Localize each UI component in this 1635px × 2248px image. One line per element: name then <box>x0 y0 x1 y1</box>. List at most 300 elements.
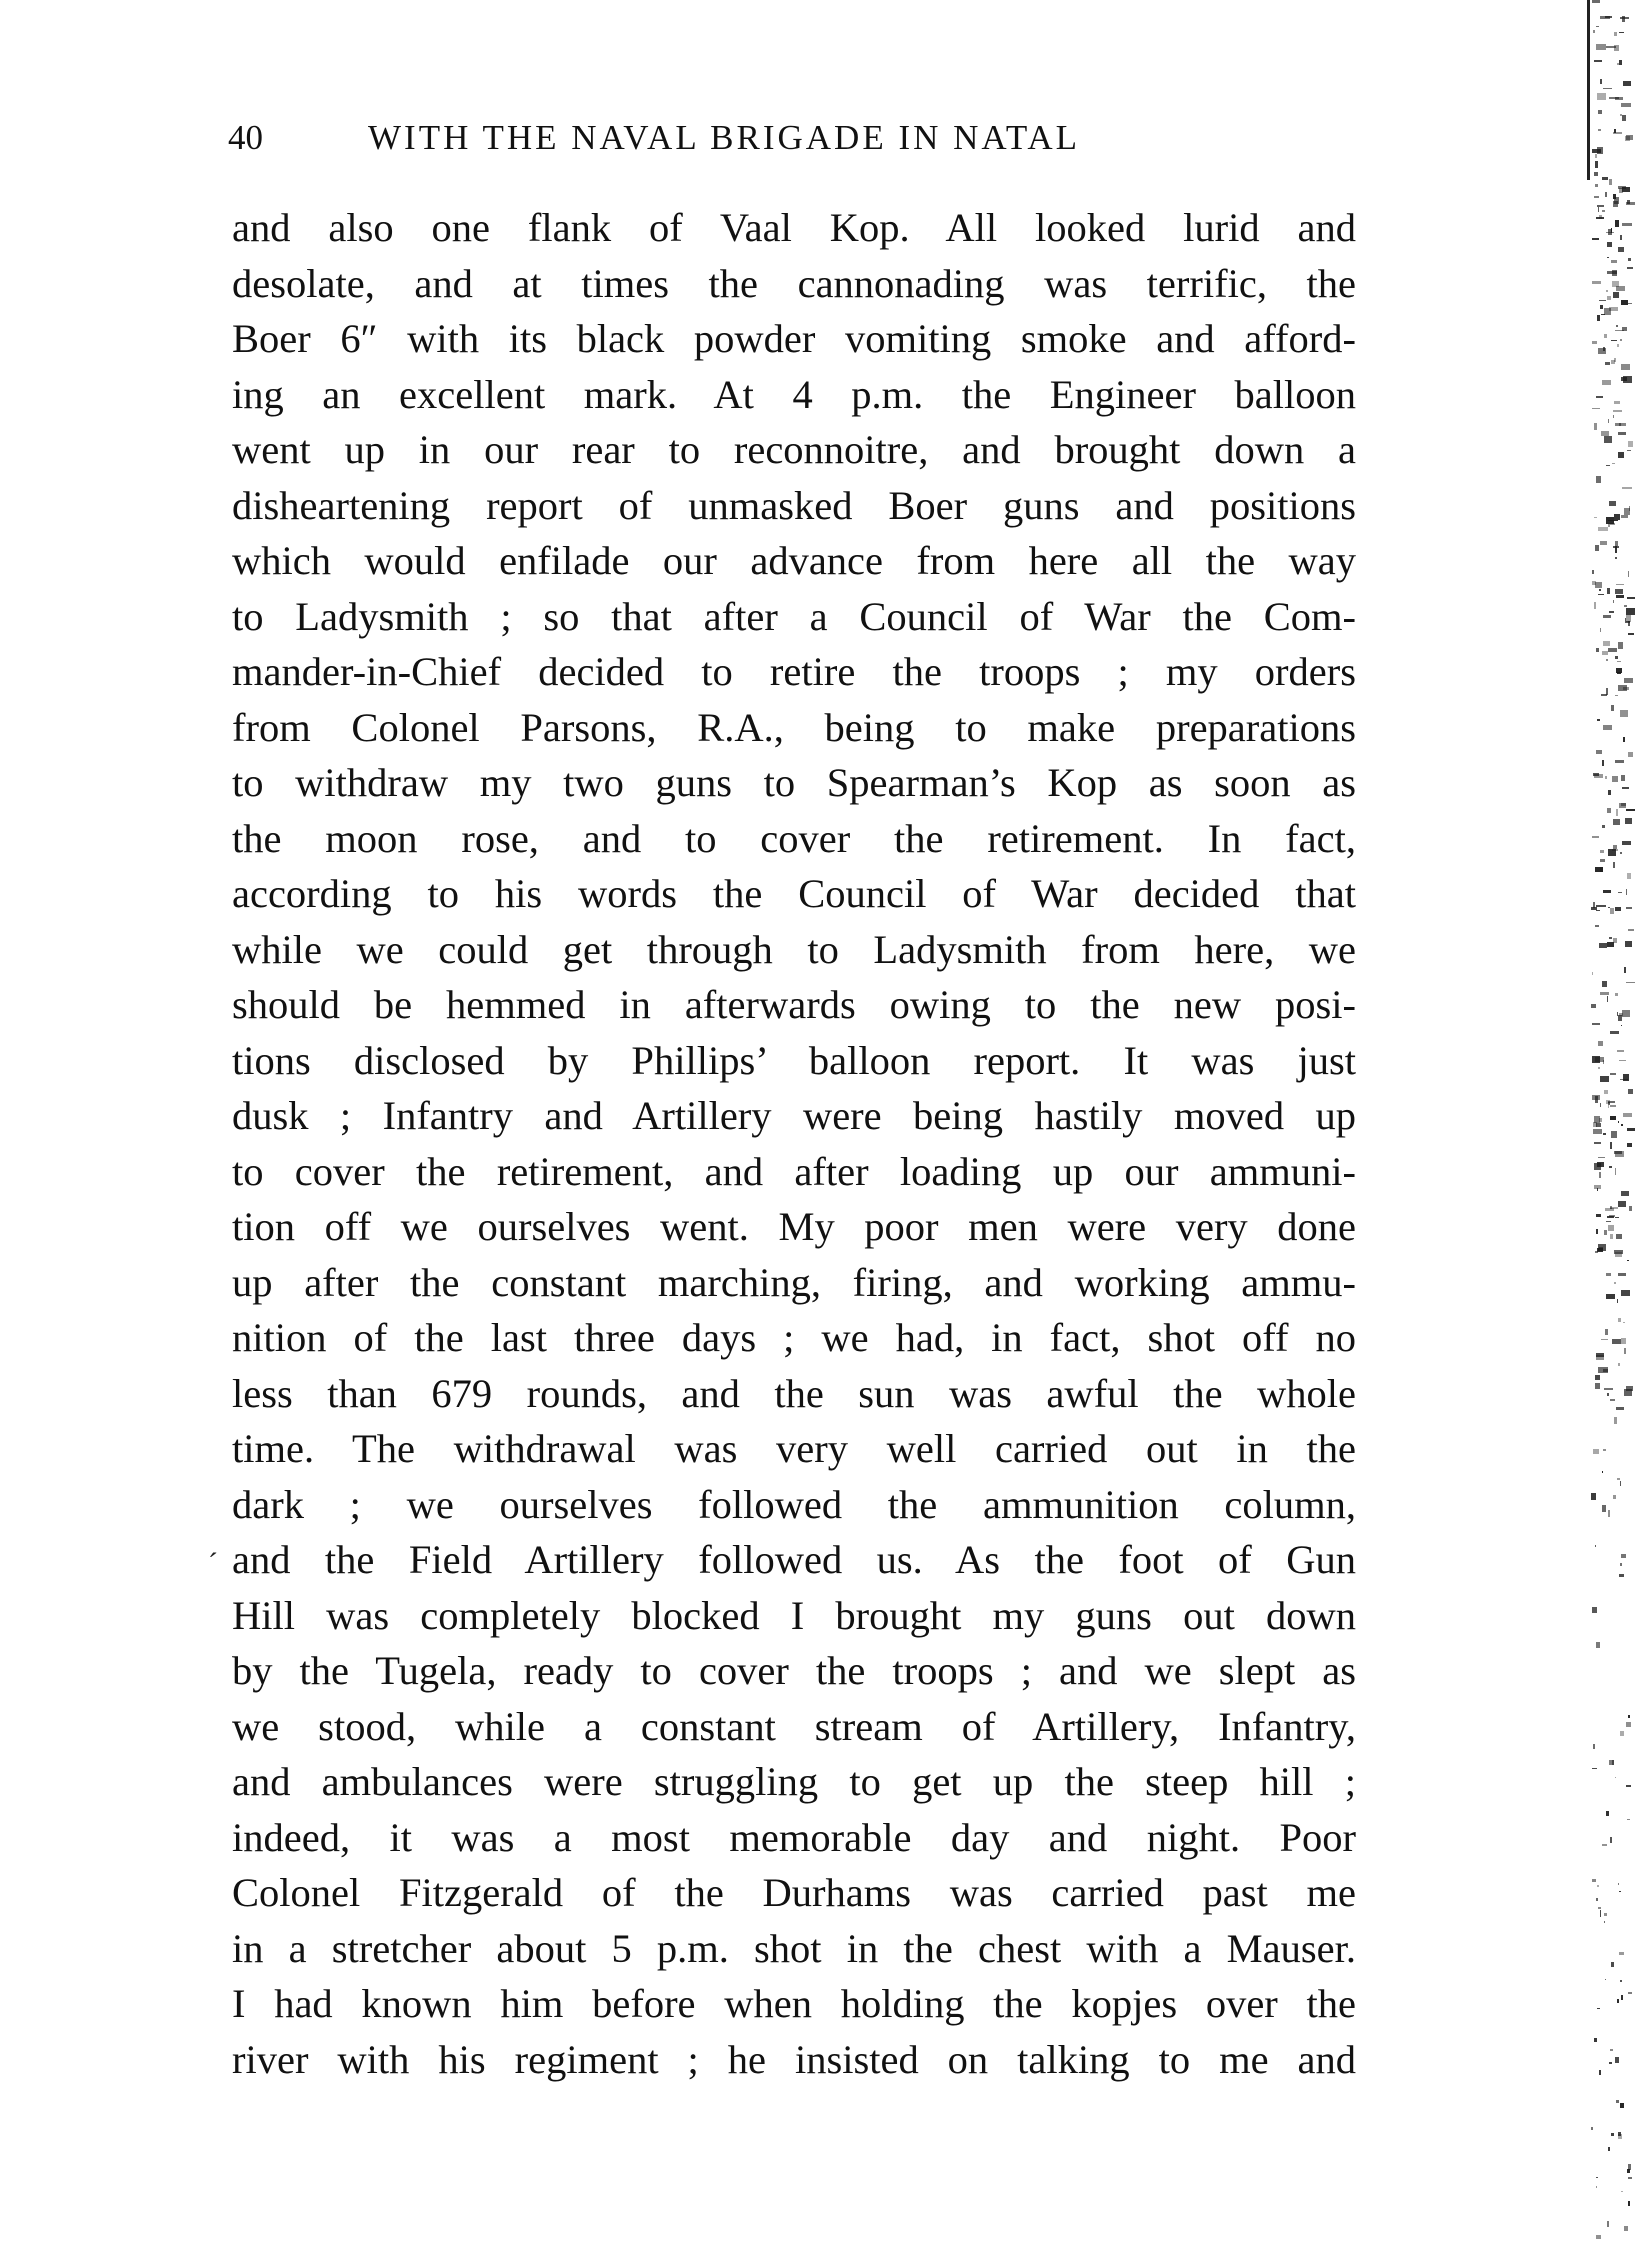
scan-speckle <box>1603 890 1611 892</box>
scan-speckle <box>1615 1217 1619 1218</box>
scan-speckle <box>1596 2235 1600 2239</box>
scan-speckle <box>1615 656 1617 659</box>
scan-speckle <box>1593 30 1595 33</box>
scan-speckle <box>1616 595 1624 598</box>
scan-speckle <box>1609 1166 1611 1167</box>
text-line: dusk ; Infantry and Artillery were being hastily moved up <box>232 1093 1356 1138</box>
scan-speckle <box>1621 1191 1629 1196</box>
scan-speckle <box>1617 672 1621 675</box>
text-line: the moon rose, and to cover the retirement. In fact, <box>232 815 1356 861</box>
scan-speckle <box>1611 1962 1614 1967</box>
scan-speckle <box>1619 32 1624 34</box>
scan-speckle <box>1612 776 1618 782</box>
scan-speckle <box>1628 633 1634 635</box>
scan-speckle <box>1621 103 1631 107</box>
scan-speckle <box>1613 415 1614 418</box>
scan-speckle <box>1618 452 1624 458</box>
scan-speckle <box>1598 1907 1600 1909</box>
scan-speckle <box>1628 571 1630 577</box>
scan-speckle <box>1606 659 1608 661</box>
scan-speckle <box>1607 257 1608 258</box>
scan-speckle <box>1604 436 1611 442</box>
scan-speckle <box>1627 267 1633 269</box>
scan-speckle <box>1614 1250 1623 1254</box>
text-line: in a stretcher about 5 p.m. shot in the chest with a Mauser. <box>232 1925 1356 1971</box>
scan-speckle <box>1610 1031 1619 1034</box>
scan-speckle <box>1599 215 1601 219</box>
scan-speckle <box>1616 809 1618 815</box>
scan-speckle <box>1618 1121 1619 1123</box>
scan-speckle <box>1603 1369 1608 1372</box>
scan-speckle <box>1624 967 1626 974</box>
scan-speckle <box>1608 1225 1615 1231</box>
scan-speckle <box>1594 517 1597 518</box>
scan-speckle <box>1621 1124 1623 1126</box>
scan-speckle <box>1607 242 1611 247</box>
scan-speckle <box>1609 611 1614 613</box>
scan-speckle <box>1626 615 1631 622</box>
scan-speckle <box>1600 305 1602 310</box>
scan-speckle <box>1623 1113 1633 1117</box>
scan-speckle <box>1607 296 1612 301</box>
scan-speckle <box>1616 1407 1624 1410</box>
text-line: less than 679 rounds, and the sun was awful the whole <box>232 1370 1356 1416</box>
scan-speckle <box>1610 1837 1612 1843</box>
scan-speckle <box>1600 992 1609 995</box>
scan-speckle <box>1595 1383 1600 1389</box>
scan-speckle <box>1593 902 1595 909</box>
scan-speckle <box>1605 16 1611 18</box>
scan-speckle <box>1608 1510 1610 1517</box>
scan-speckle <box>1623 1322 1625 1323</box>
scan-speckle <box>1598 129 1600 131</box>
scan-speckle <box>1615 2057 1619 2064</box>
scan-speckle <box>1610 1399 1615 1401</box>
scan-speckle <box>1620 1563 1622 1566</box>
scan-speckle <box>1615 220 1618 227</box>
scan-speckle <box>1614 1151 1622 1154</box>
scan-speckle <box>1620 235 1623 241</box>
scan-speckle <box>1614 45 1619 51</box>
scan-speckle <box>1618 186 1626 189</box>
scan-speckle <box>1627 1143 1632 1148</box>
scan-speckle <box>1597 315 1600 321</box>
scan-speckle <box>1621 1995 1624 2000</box>
scan-speckle <box>1602 651 1608 655</box>
scan-speckle <box>1618 2132 1622 2136</box>
scan-speckle <box>1616 1234 1622 1240</box>
scan-speckle <box>1615 97 1623 100</box>
scan-speckle <box>1621 1554 1625 1558</box>
scan-speckle <box>1600 1103 1601 1107</box>
text-line: time. The withdrawal was very well carried out in the <box>232 1426 1356 1471</box>
scan-speckle <box>1596 396 1603 398</box>
scan-speckle <box>1626 608 1635 615</box>
scan-speckle <box>1621 364 1630 370</box>
text-line: dark ; we ourselves followed the ammunition column, <box>232 1481 1356 1527</box>
scan-speckle <box>1619 1060 1626 1062</box>
scan-speckle <box>1615 695 1618 696</box>
scan-speckle <box>1618 1201 1626 1207</box>
text-line: and also one flank of Vaal Kop. All looked lurid and <box>232 205 1356 250</box>
scan-speckle <box>1618 1273 1627 1276</box>
scan-speckle <box>1616 325 1619 328</box>
scan-speckle <box>1592 408 1600 409</box>
scan-speckle <box>1591 2127 1593 2131</box>
scan-speckle <box>1619 1952 1624 1955</box>
text-line: to Ladysmith ; so that after a Council of War the Com- <box>232 593 1356 639</box>
scan-speckle <box>1594 172 1598 176</box>
scan-speckle <box>1618 247 1624 251</box>
scan-speckle <box>1594 602 1596 608</box>
scan-speckle <box>1619 1574 1623 1577</box>
scan-speckle <box>1595 184 1597 187</box>
text-line: ing an excellent mark. At 4 p.m. the Engineer balloon <box>232 371 1356 417</box>
scan-speckle <box>1622 115 1626 122</box>
scan-speckle <box>1599 943 1607 948</box>
scan-speckle <box>1622 487 1632 488</box>
scan-speckle <box>1628 2177 1632 2179</box>
scan-speckle <box>1614 514 1620 520</box>
scan-speckle <box>1611 228 1612 233</box>
scan-speckle <box>1607 1393 1609 1396</box>
scan-speckle <box>1618 432 1626 436</box>
scan-speckle <box>1608 1105 1609 1109</box>
scan-speckle <box>1624 2226 1628 2232</box>
scan-speckle <box>1604 1913 1607 1916</box>
scan-speckle <box>1608 648 1618 652</box>
scan-speckle <box>1596 905 1606 907</box>
scan-speckle <box>1596 1214 1602 1218</box>
scan-speckle <box>1597 1162 1604 1167</box>
scan-speckle <box>1618 1883 1619 1886</box>
scan-speckle <box>1603 615 1611 618</box>
scan-speckle <box>1596 1642 1600 1648</box>
scan-speckle <box>1605 1979 1606 1980</box>
scan-speckle <box>1592 281 1601 284</box>
scan-speckle <box>1609 307 1618 311</box>
scan-speckle <box>1593 1129 1602 1134</box>
scan-speckle <box>1621 377 1627 380</box>
scan-speckle <box>1617 344 1618 347</box>
scan-speckle <box>1600 859 1605 861</box>
scan-speckle <box>1596 2177 1598 2178</box>
scan-speckle <box>1602 981 1607 987</box>
scan-speckle <box>1598 207 1599 212</box>
scan-speckle <box>1621 1338 1626 1344</box>
scan-speckle <box>1607 2221 1609 2226</box>
text-line: Colonel Fitzgerald of the Durhams was carried past me <box>232 1870 1356 1915</box>
scan-speckle <box>1614 129 1616 134</box>
scan-speckle <box>1618 642 1623 649</box>
scan-speckle <box>1598 594 1604 595</box>
scan-speckle <box>1610 1234 1613 1240</box>
scan-speckle <box>1593 1449 1599 1454</box>
scan-speckle <box>1594 1142 1602 1144</box>
text-line: from Colonel Parsons, R.A., being to make preparations <box>232 704 1356 750</box>
scan-speckle <box>1611 2133 1614 2136</box>
scan-speckle <box>1591 1493 1596 1499</box>
scan-speckle <box>1604 334 1607 338</box>
scan-speckle <box>1620 1481 1621 1485</box>
scan-speckle <box>1626 1722 1631 1728</box>
text-line: and ambulances were struggling to get up the steep hill ; <box>232 1759 1356 1804</box>
scan-speckle <box>1597 1188 1598 1191</box>
scan-speckle <box>1629 1206 1632 1211</box>
scan-speckle <box>1606 290 1608 292</box>
scan-speckle <box>1620 17 1629 19</box>
scan-speckle <box>1615 546 1617 552</box>
page-header <box>228 118 1188 168</box>
scan-speckle <box>1628 303 1632 304</box>
scan-speckle <box>1607 1216 1615 1219</box>
scan-speckle <box>1618 1318 1621 1322</box>
scan-speckle <box>1616 286 1624 291</box>
scan-speckle <box>1622 327 1627 331</box>
scan-speckle <box>1616 2100 1619 2103</box>
text-line: should be hemmed in afterwards owing to the new posi- <box>232 982 1356 1027</box>
scan-speckle <box>1611 340 1617 341</box>
scan-speckle <box>1592 0 1600 3</box>
scan-speckle <box>1620 1079 1628 1080</box>
scan-speckle <box>1594 196 1600 198</box>
scan-speckle <box>1596 1229 1599 1234</box>
scan-speckle <box>1602 380 1611 386</box>
scan-speckle <box>1627 873 1631 880</box>
scan-speckle <box>1602 1471 1603 1473</box>
scan-speckle <box>1603 725 1611 730</box>
scan-speckle <box>1621 515 1628 518</box>
scan-speckle <box>1598 1041 1603 1046</box>
scan-speckle <box>1603 1133 1605 1136</box>
text-line: Hill was completely blocked I brought my guns out down <box>232 1592 1356 1638</box>
scan-speckle <box>1612 463 1615 464</box>
scan-speckle <box>1614 1282 1615 1285</box>
scan-speckle <box>1595 925 1599 927</box>
scan-speckle <box>1611 1131 1617 1138</box>
binding-rule <box>1587 0 1590 180</box>
scan-speckle <box>1600 1910 1601 1917</box>
scan-speckle <box>1615 1777 1617 1778</box>
running-title: WITH THE NAVAL BRIGADE IN NATAL <box>368 118 1081 157</box>
scan-speckle <box>1617 1999 1619 2003</box>
scan-speckle <box>1596 26 1599 28</box>
scan-speckle <box>1621 1290 1629 1296</box>
scan-speckle <box>1615 423 1621 426</box>
scan-speckle <box>1605 776 1607 780</box>
scan-speckle <box>1619 1891 1621 1892</box>
scan-speckle <box>1626 809 1635 811</box>
scan-speckle <box>1596 1898 1597 1901</box>
scan-speckle <box>1606 1221 1611 1222</box>
scan-speckle <box>1626 907 1633 909</box>
scan-speckle <box>1617 661 1621 662</box>
scan-speckle <box>1600 79 1603 84</box>
scan-speckle <box>1596 44 1605 50</box>
scan-speckle <box>1619 803 1626 808</box>
scan-speckle <box>1599 2070 1601 2075</box>
text-line: Boer 6″ with its black powder vomiting smoke and afford- <box>232 316 1356 361</box>
scan-speckle <box>1593 773 1598 776</box>
scan-speckle <box>1594 60 1602 62</box>
scan-speckle <box>1624 1348 1626 1354</box>
text-line: indeed, it was a most memorable day and night. Poor <box>232 1814 1356 1860</box>
scan-speckle <box>1598 527 1608 531</box>
scan-speckle <box>1604 1230 1606 1236</box>
scan-speckle <box>1615 1168 1616 1175</box>
scan-speckle <box>1595 154 1597 159</box>
scan-speckle <box>1608 790 1611 795</box>
scanned-binding-edge <box>1577 0 1635 2248</box>
scan-speckle <box>1597 1248 1603 1252</box>
scan-speckle <box>1594 423 1597 429</box>
scan-speckle <box>1597 1885 1599 1888</box>
scan-speckle <box>1613 938 1616 942</box>
scan-speckle <box>1613 1495 1616 1498</box>
scan-speckle <box>1628 752 1632 757</box>
scan-speckle <box>1613 292 1619 298</box>
scan-speckle <box>1628 929 1635 932</box>
scan-speckle <box>1605 1208 1614 1212</box>
scan-speckle <box>1596 476 1601 482</box>
scan-speckle <box>1605 192 1607 197</box>
scan-speckle <box>1615 993 1618 996</box>
scan-speckle <box>1592 1768 1597 1769</box>
scan-speckle <box>1611 260 1617 263</box>
scan-speckle <box>1610 1142 1612 1148</box>
scan-speckle <box>1627 1819 1630 1820</box>
scan-speckle <box>1592 1095 1600 1100</box>
text-line: by the Tugela, ready to cover the troops ; and we slept as <box>232 1648 1356 1693</box>
scan-speckle <box>1615 557 1617 559</box>
scan-speckle <box>1602 825 1605 829</box>
scan-speckle <box>1624 605 1626 607</box>
scan-speckle <box>1616 584 1624 585</box>
scan-speckle <box>1606 1294 1615 1299</box>
scan-speckle <box>1604 1921 1606 1924</box>
scan-speckle <box>1623 81 1631 86</box>
text-line: river with his regiment ; he insisted on talking to me and <box>232 2036 1356 2082</box>
scan-speckle <box>1615 541 1618 546</box>
scan-speckle <box>1606 1273 1611 1275</box>
scan-speckle <box>1627 2169 1630 2173</box>
text-line: mander-in-Chief decided to retire the troops ; my orders <box>232 649 1356 694</box>
scan-speckle <box>1614 401 1619 405</box>
scan-speckle <box>1620 852 1622 854</box>
scan-speckle <box>1607 588 1610 594</box>
scan-speckle <box>1628 1715 1630 1718</box>
scan-speckle <box>1628 2201 1629 2206</box>
scan-speckle <box>1620 1980 1621 1982</box>
scan-speckle <box>1592 570 1594 574</box>
scan-speckle <box>1602 1505 1606 1512</box>
scan-speckle <box>1612 849 1618 851</box>
scan-speckle <box>1608 419 1609 424</box>
text-line: disheartening report of unmasked Boer guns and positions <box>232 482 1356 528</box>
scan-speckle <box>1603 641 1610 646</box>
scan-speckle <box>1596 1123 1601 1127</box>
scan-speckle <box>1595 1375 1600 1379</box>
scan-speckle <box>1625 618 1626 623</box>
scan-speckle <box>1620 2103 1625 2108</box>
scan-speckle <box>1592 1023 1600 1026</box>
text-line: which would enfilade our advance from here all the way <box>232 538 1356 583</box>
scan-speckle <box>1620 339 1622 341</box>
text-line: tions disclosed by Phillips’ balloon report. It was just <box>232 1037 1356 1083</box>
scan-speckle <box>1606 688 1608 694</box>
scan-speckle <box>1612 270 1617 276</box>
scan-speckle <box>1592 341 1597 345</box>
scan-speckle <box>1606 232 1614 233</box>
scan-speckle <box>1622 1010 1630 1017</box>
scan-speckle <box>1605 1329 1608 1336</box>
scan-speckle <box>1626 982 1635 983</box>
text-line: up after the constant marching, firing, and working ammu- <box>232 1259 1356 1305</box>
scan-speckle <box>1623 737 1625 742</box>
scan-speckle <box>1599 589 1601 591</box>
scan-speckle <box>1603 88 1611 89</box>
scan-speckle <box>1622 841 1631 845</box>
scan-speckle <box>1606 1811 1609 1815</box>
scan-speckle <box>1604 1388 1612 1390</box>
scan-speckle <box>1618 892 1623 893</box>
text-line: according to his words the Council of War decided that <box>232 871 1356 916</box>
scan-speckle <box>1591 1004 1595 1008</box>
scan-speckle <box>1601 431 1609 435</box>
body-text <box>232 200 1356 2087</box>
scan-speckle <box>1628 621 1630 626</box>
scan-speckle <box>1612 1760 1613 1766</box>
scan-mark: ˊ <box>208 1547 218 1580</box>
scan-speckle <box>1602 760 1604 766</box>
scan-speckle <box>1592 1879 1596 1882</box>
scan-speckle <box>1597 719 1600 722</box>
scan-speckle <box>1596 2186 1597 2188</box>
scan-speckle <box>1620 710 1628 717</box>
scan-speckle <box>1614 197 1619 204</box>
scan-speckle <box>1607 808 1611 813</box>
scan-speckle <box>1624 678 1633 683</box>
scan-speckle <box>1607 942 1613 947</box>
scan-speckle <box>1599 300 1606 301</box>
scan-speckle <box>1628 1992 1632 1994</box>
scan-speckle <box>1595 1545 1596 1547</box>
scan-speckle <box>1626 135 1633 140</box>
scan-speckle <box>1600 1076 1609 1083</box>
text-line: to withdraw my two guns to Spearman’s Kop as soon as <box>232 760 1356 805</box>
scan-speckle <box>1610 1116 1615 1119</box>
scan-speckle <box>1598 1157 1605 1158</box>
scan-speckle <box>1614 32 1617 36</box>
scan-speckle <box>1625 818 1632 825</box>
scan-speckle <box>1602 210 1605 212</box>
scan-speckle <box>1596 1353 1605 1356</box>
scan-speckle <box>1599 1118 1602 1122</box>
text-line: nition of the last three days ; we had, in fact, shot off no <box>232 1315 1356 1360</box>
scan-speckle <box>1592 1607 1596 1612</box>
text-line: while we could get through to Ladysmith from here, we <box>232 926 1356 972</box>
scan-speckle <box>1610 1105 1616 1107</box>
scan-speckle <box>1612 1339 1621 1344</box>
scan-speckle <box>1609 937 1612 939</box>
scan-speckle <box>1615 589 1624 594</box>
scan-speckle <box>1609 179 1612 185</box>
scan-speckle <box>1598 1067 1600 1069</box>
scan-speckle <box>1627 450 1631 451</box>
text-line: went up in our rear to reconnoitre, and brought down a <box>232 427 1356 472</box>
scan-speckle <box>1613 819 1620 825</box>
scan-speckle <box>1610 1206 1612 1209</box>
